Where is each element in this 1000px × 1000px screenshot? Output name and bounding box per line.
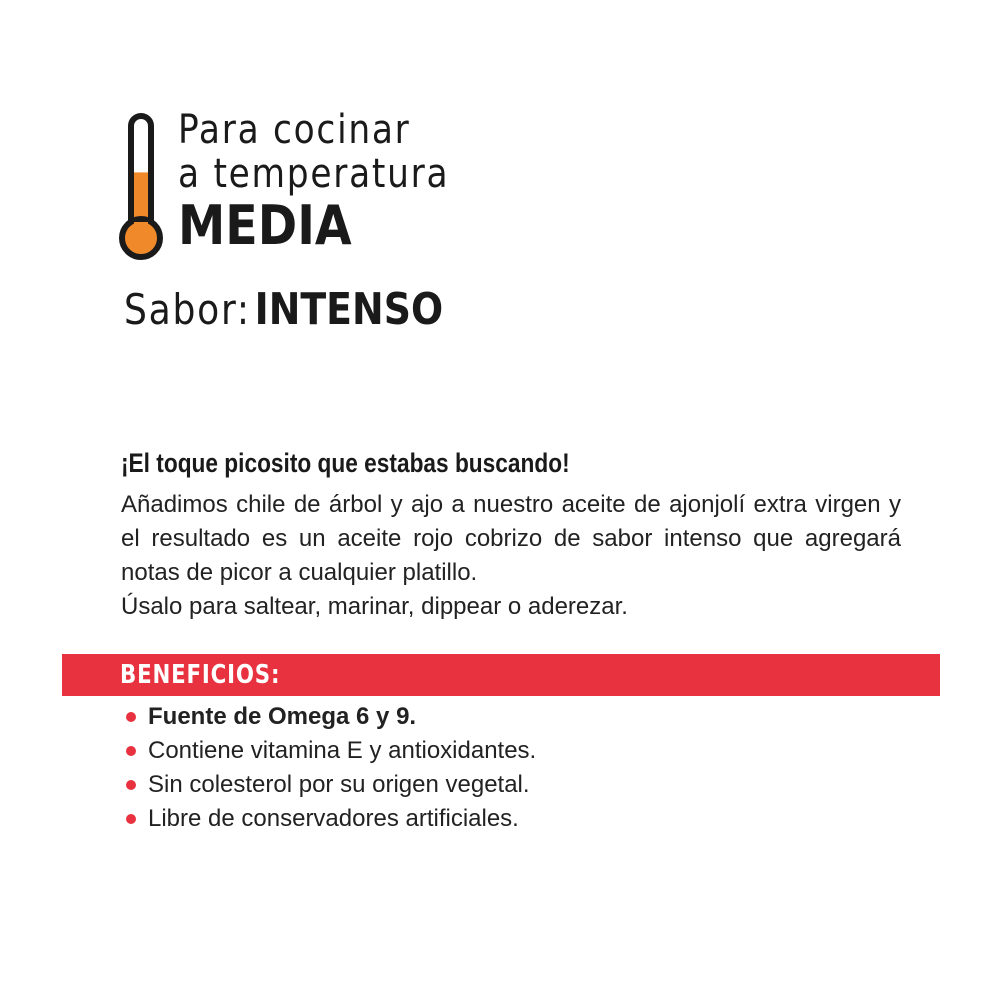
benefits-header-bar	[62, 654, 940, 696]
product-description: Añadimos chile de árbol y ajo a nuestro aceite de ajonjolí extra virgen y el resultado es un aceite rojo cobrizo de sabor intenso que agregará notas de picor a cualquier platillo.	[121, 491, 901, 586]
temperature-heading	[178, 108, 498, 256]
benefits-title: BENEFICIOS:	[120, 660, 281, 690]
benefit-item	[124, 700, 536, 734]
temperature-level: MEDIA	[178, 194, 352, 257]
benefit-item	[124, 768, 536, 802]
benefit-item	[124, 734, 536, 768]
flavor-row	[124, 284, 443, 335]
flavor-label: Sabor:	[124, 285, 251, 334]
benefit-text: Fuente de Omega 6 y 9.	[148, 703, 417, 730]
bullet-icon	[126, 780, 136, 790]
benefit-text: Sin colesterol por su origen vegetal.	[148, 771, 530, 798]
benefits-list	[124, 700, 536, 836]
thermometer-icon	[118, 112, 164, 262]
product-tagline: ¡El toque picosito que estabas buscando!	[121, 448, 570, 478]
flavor-value: INTENSO	[254, 284, 444, 335]
benefit-text: Libre de conservadores artificiales.	[148, 805, 519, 832]
product-usage: Úsalo para saltear, marinar, dippear o aderezar.	[121, 593, 628, 620]
bullet-icon	[126, 746, 136, 756]
temperature-line-2: a temperatura	[178, 151, 450, 197]
temperature-line-1: Para cocinar	[178, 107, 411, 153]
benefit-text: Contiene vitamina E y antioxidantes.	[148, 737, 537, 764]
benefit-item	[124, 802, 536, 836]
bullet-icon	[126, 712, 136, 722]
bullet-icon	[126, 814, 136, 824]
